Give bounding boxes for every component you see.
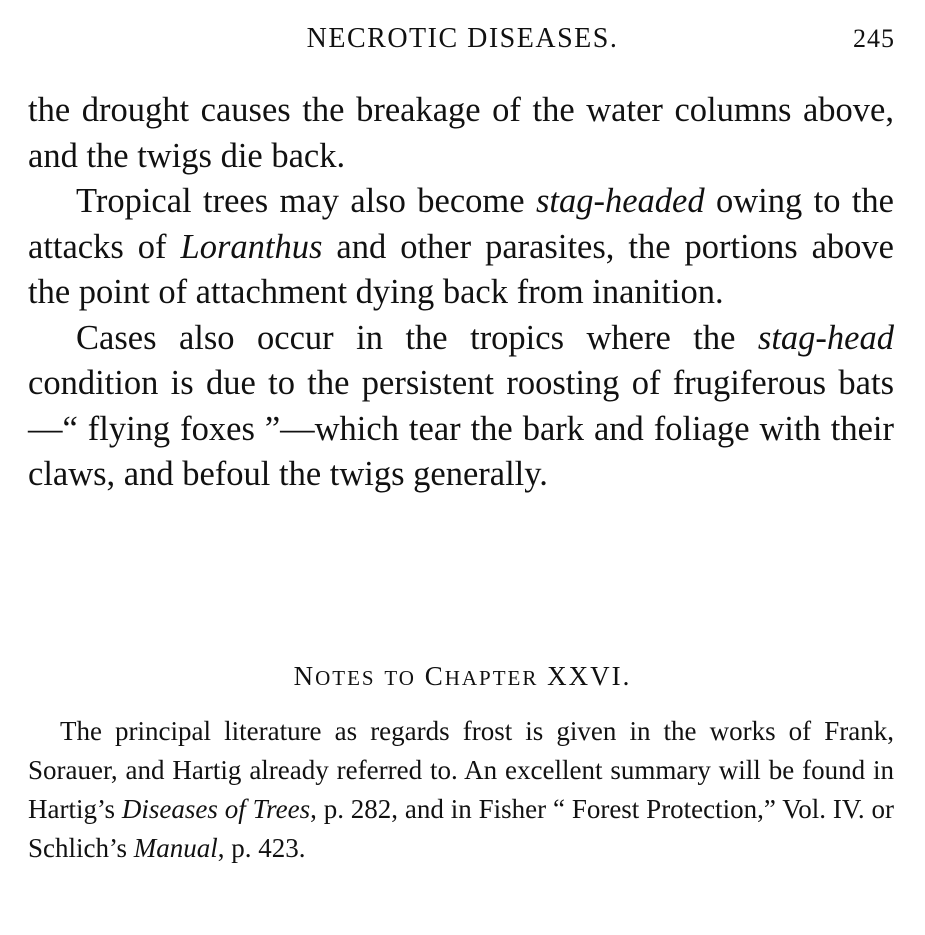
running-title: NECROTIC DISEASES. bbox=[306, 23, 619, 54]
notes-italic-manual: Manual bbox=[133, 833, 218, 863]
notes-text bbox=[28, 712, 894, 868]
paragraph-2-text-b: owing to the attacks of bbox=[28, 182, 894, 266]
notes-heading-otes: OTES bbox=[315, 666, 376, 690]
notes-heading-to: TO bbox=[384, 666, 416, 690]
paragraph-3 bbox=[28, 316, 894, 498]
notes-text-a: The principal literature as regards frost is given in the works of Frank, Sorauer, and Hartig already referred to. An excellent summary will be found in Hartig’s bbox=[28, 716, 894, 824]
notes-italic-diseases-of-trees: Diseases of Trees bbox=[121, 794, 311, 824]
paragraph-2 bbox=[28, 179, 894, 316]
notes-heading bbox=[0, 656, 925, 698]
paragraph-3-italic-stag-head: stag-head bbox=[757, 318, 894, 357]
paragraph-2-text-c: and other parasites, the portions above the point of attachment dying back from inanition. bbox=[28, 227, 894, 311]
paragraph-2-text-a: Tropical trees may also become bbox=[76, 182, 536, 220]
paragraph-1-text: the drought causes the breakage of the water columns above, and the twigs die back. bbox=[28, 91, 894, 175]
notes-text-c: , p. 423. bbox=[217, 833, 306, 863]
notes-heading-c: C bbox=[424, 661, 445, 691]
notes-text-b: , p. 282, and in Fisher “ Forest Protection,” Vol. IV. or Schlich’s bbox=[28, 794, 894, 863]
paragraph-1 bbox=[28, 88, 894, 179]
notes-heading-number: XXVI. bbox=[547, 661, 632, 691]
paragraph-3-text-b: condition is due to the persistent roosting of frugiferous bats—“ flying foxes ”—which tear the bark and foliage with their claws, and befoul the twigs generally. bbox=[28, 364, 894, 493]
running-head bbox=[0, 22, 925, 56]
paragraph-3-text-a: Cases also occur in the tropics where the bbox=[76, 318, 758, 357]
paragraph-2-italic-loranthus: Loranthus bbox=[180, 227, 323, 266]
notes-heading-n: N bbox=[293, 661, 316, 691]
notes-heading-hapter: HAPTER bbox=[444, 666, 539, 690]
body-text bbox=[28, 88, 894, 498]
paragraph-2-italic-stag-headed: stag-headed bbox=[535, 182, 705, 220]
page-number: 245 bbox=[853, 24, 895, 53]
